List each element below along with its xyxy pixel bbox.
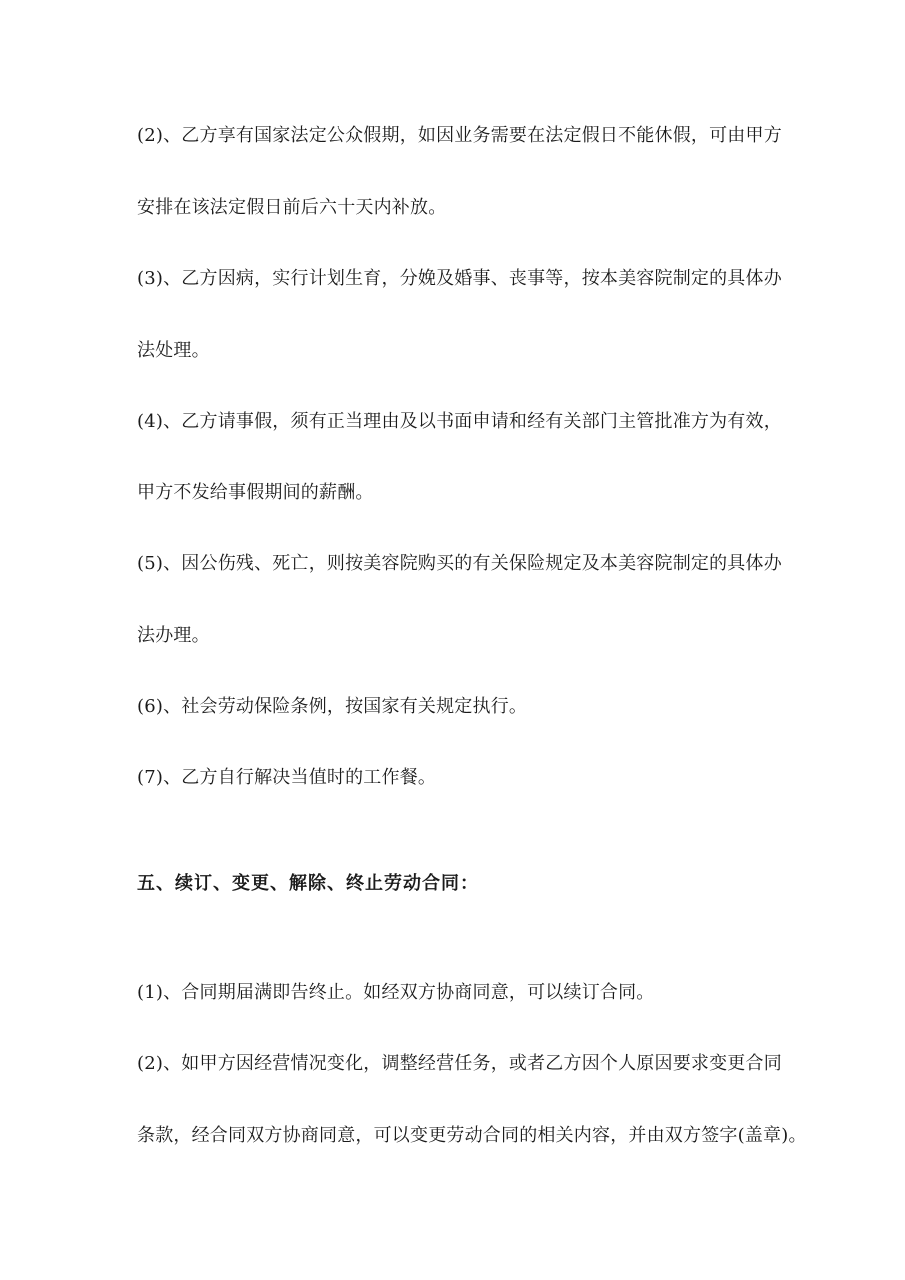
section-clause-2-line-1: (2)、如甲方因经营情况变化，调整经营任务，或者乙方因个人原因要求变更合同 xyxy=(137,1053,782,1074)
clause-4-line-2: 甲方不发给事假期间的薪酬。 xyxy=(137,482,374,503)
clause-3-line-2: 法处理。 xyxy=(137,340,210,361)
clause-2-line-2: 安排在该法定假日前后六十天内补放。 xyxy=(137,197,447,218)
section-heading: 五、续订、变更、解除、终止劳动合同： xyxy=(137,873,479,894)
section-clause-1-line: (1)、合同期届满即告终止。如经双方协商同意，可以续订合同。 xyxy=(137,982,655,1003)
clause-7-line: (7)、乙方自行解决当值时的工作餐。 xyxy=(137,767,437,788)
clause-4-line-1: (4)、乙方请事假，须有正当理由及以书面申请和经有关部门主管批准方为有效， xyxy=(137,411,782,432)
clause-5-line-1: (5)、因公伤残、死亡，则按美容院购买的有关保险规定及本美容院制定的具体办 xyxy=(137,553,782,574)
clause-5-line-2: 法办理。 xyxy=(137,625,210,646)
clause-6-line: (6)、社会劳动保险条例，按国家有关规定执行。 xyxy=(137,696,528,717)
clause-2-line-1: (2)、乙方享有国家法定公众假期，如因业务需要在法定假日不能休假，可由甲方 xyxy=(137,125,782,146)
clause-3-line-1: (3)、乙方因病，实行计划生育，分娩及婚事、丧事等，按本美容院制定的具体办 xyxy=(137,268,782,289)
section-clause-2-line-2: 条款，经合同双方协商同意，可以变更劳动合同的相关内容，并由双方签字(盖章)。 xyxy=(137,1125,807,1146)
